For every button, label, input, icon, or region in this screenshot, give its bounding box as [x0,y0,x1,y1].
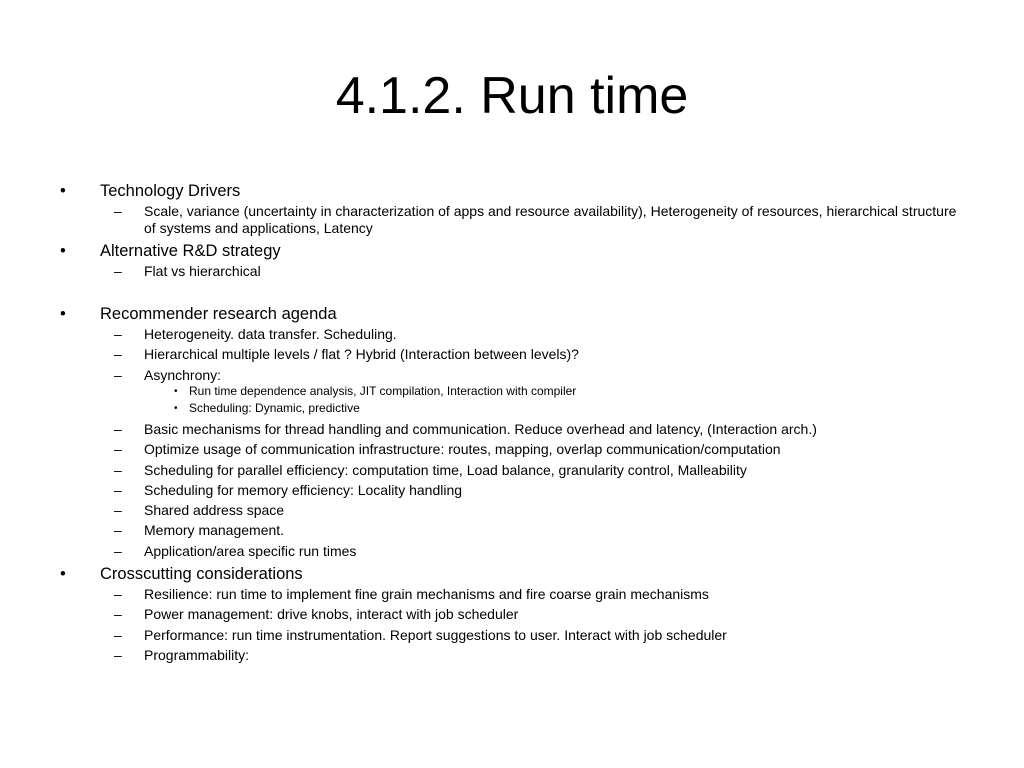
spacer [60,283,970,303]
sub-bullet-text: Application/area specific run times [144,542,357,559]
sub-bullet-item [100,326,970,343]
dash-icon: – [114,502,122,519]
slide-title: 4.1.2. Run time [335,67,689,125]
sub-bullet-item [100,586,970,603]
dash-icon: – [114,461,122,478]
bullet-list [60,180,970,663]
dash-icon: – [114,646,122,663]
dash-icon: – [114,262,122,279]
sub-bullet-text: Flat vs hierarchical [144,262,261,279]
sub-bullet-list [100,203,970,236]
sub-bullet-list [100,326,970,559]
dash-icon: – [114,522,122,539]
sub-bullet-item [100,367,970,418]
sub-bullet-text: Shared address space [144,502,285,519]
sub-bullet-text: Hierarchical multiple levels / flat ? Hybrid (Interaction between levels)? [144,346,579,363]
slide-body [60,180,970,667]
sub-bullet-item [100,606,970,623]
sub-sub-bullet-text: Scheduling: Dynamic, predictive [189,401,360,416]
dash-icon: – [114,366,122,383]
sub-bullet-list [100,263,970,280]
sub-bullet-item [100,502,970,519]
dash-icon: – [114,626,122,643]
sub-bullet-text: Power management: drive knobs, interact with job scheduler [144,606,519,623]
sub-bullet-item [100,522,970,539]
bullet-item-crosscutting [60,563,970,663]
bullet-icon: • [60,305,66,324]
sub-bullet-text: Scale, variance (uncertainty in characterization of apps and resource availability), Heterogeneity of resources, hierarchical structure of systems and applications, Latency [144,203,957,236]
bullet-item-alternative-strategy [60,240,970,280]
sub-bullet-item [100,482,970,499]
sub-bullet-item [100,421,970,438]
sub-bullet-list [100,586,970,663]
sub-bullet-item [100,441,970,458]
dash-icon: – [114,203,122,219]
bullet-icon: • [60,241,66,260]
sub-bullet-item [100,263,970,280]
dash-icon: – [114,481,122,498]
dash-icon: – [114,606,122,623]
sub-sub-bullet-item [144,400,970,417]
dash-icon: – [114,326,122,343]
dash-icon: – [114,586,122,603]
sub-bullet-text: Programmability: [144,646,250,663]
bullet-icon: • [60,565,66,584]
bullet-icon: • [60,182,66,200]
sub-bullet-text: Asynchrony: [144,366,222,383]
bullet-text: Crosscutting considerations [100,565,303,584]
bullet-text: Alternative R&D strategy [100,241,281,260]
sub-bullet-item [100,627,970,644]
sub-bullet-text: Scheduling for parallel efficiency: computation time, Load balance, granularity control, Malleability [144,461,747,478]
bullet-text: Recommender research agenda [100,305,337,324]
sub-bullet-text: Resilience: run time to implement fine grain mechanisms and fire coarse grain mechanisms [144,586,709,603]
dash-icon: – [114,542,122,559]
bullet-icon: • [174,403,178,415]
sub-bullet-item [100,203,970,236]
sub-sub-bullet-list [144,383,970,417]
bullet-icon: • [174,386,178,398]
sub-bullet-text: Basic mechanisms for thread handling and communication. Reduce overhead and latency, (Interaction arch.) [144,420,817,437]
bullet-item-research-agenda [60,303,970,559]
bullet-text: Technology Drivers [100,182,241,200]
sub-bullet-item [100,346,970,363]
dash-icon: – [114,346,122,363]
sub-bullet-text: Performance: run time instrumentation. Report suggestions to user. Interact with job scheduler [144,626,727,643]
sub-bullet-text: Heterogeneity. data transfer. Scheduling. [144,326,397,343]
sub-bullet-text: Optimize usage of communication infrastructure: routes, mapping, overlap communication/computation [144,441,781,458]
dash-icon: – [114,420,122,437]
sub-sub-bullet-item [144,383,970,400]
sub-sub-bullet-text: Run time dependence analysis, JIT compilation, Interaction with compiler [189,384,577,399]
sub-bullet-item [100,543,970,560]
dash-icon: – [114,441,122,458]
sub-bullet-item [100,462,970,479]
sub-bullet-text: Memory management. [144,522,285,539]
sub-bullet-text: Scheduling for memory efficiency: Locality handling [144,481,463,498]
sub-bullet-item [100,647,970,664]
bullet-item-technology-drivers [60,180,970,236]
